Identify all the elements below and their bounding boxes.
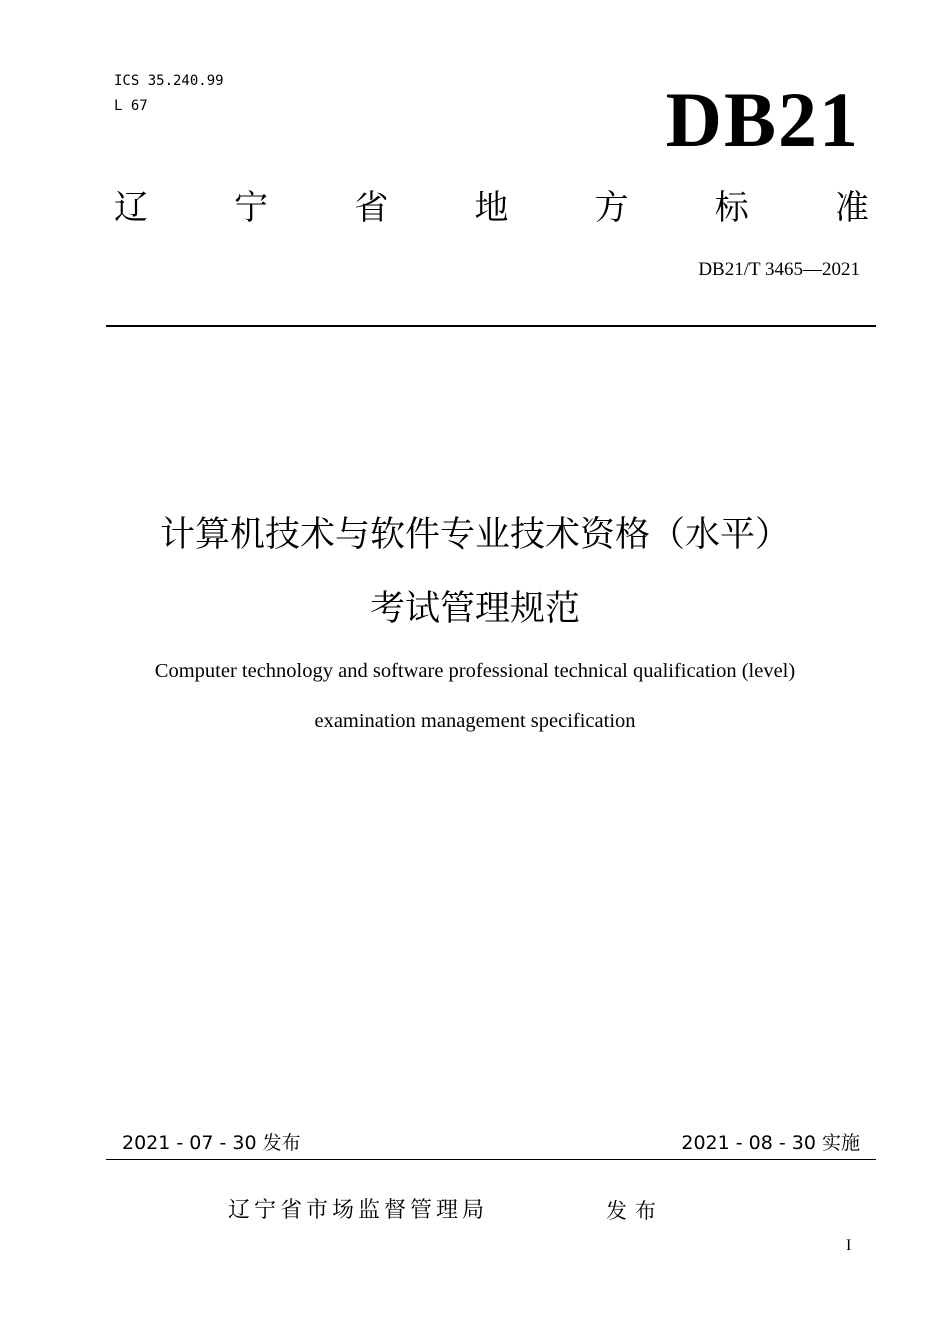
title-chinese-line-1: 计算机技术与软件专业技术资格（水平） [159, 515, 790, 555]
standard-type-char: 标 [714, 188, 749, 228]
standard-code-logo: DB21 [665, 76, 860, 163]
issue-label: 发布 [606, 1199, 664, 1223]
implementation-date: 2021 - 08 - 30 实施 [681, 1132, 860, 1154]
title-english-line-1: Computer technology and software professional technical qualification (level) [154, 660, 796, 682]
standard-number: DB21/T 3465—2021 [698, 259, 860, 280]
header-divider [106, 325, 876, 327]
title-chinese-line-2: 考试管理规范 [369, 589, 580, 629]
title-english-line-2: examination management specification [314, 710, 636, 732]
standard-type-char: 地 [474, 188, 509, 228]
footer-divider [106, 1159, 876, 1160]
standard-type-char: 方 [594, 188, 629, 228]
standard-type-char: 准 [834, 188, 869, 228]
standard-type-char: 省 [354, 188, 389, 228]
standard-type-heading [114, 186, 869, 230]
issue-date: 2021 - 07 - 30 发布 [122, 1132, 301, 1154]
ics-code: ICS 35.240.99 [114, 73, 224, 89]
standard-type-char: 宁 [234, 188, 269, 228]
standard-type-char: 辽 [114, 188, 148, 228]
issuing-authority: 辽宁省市场监督管理局 [228, 1198, 489, 1223]
page-number: I [846, 1237, 852, 1254]
ccs-code: L 67 [114, 98, 148, 114]
